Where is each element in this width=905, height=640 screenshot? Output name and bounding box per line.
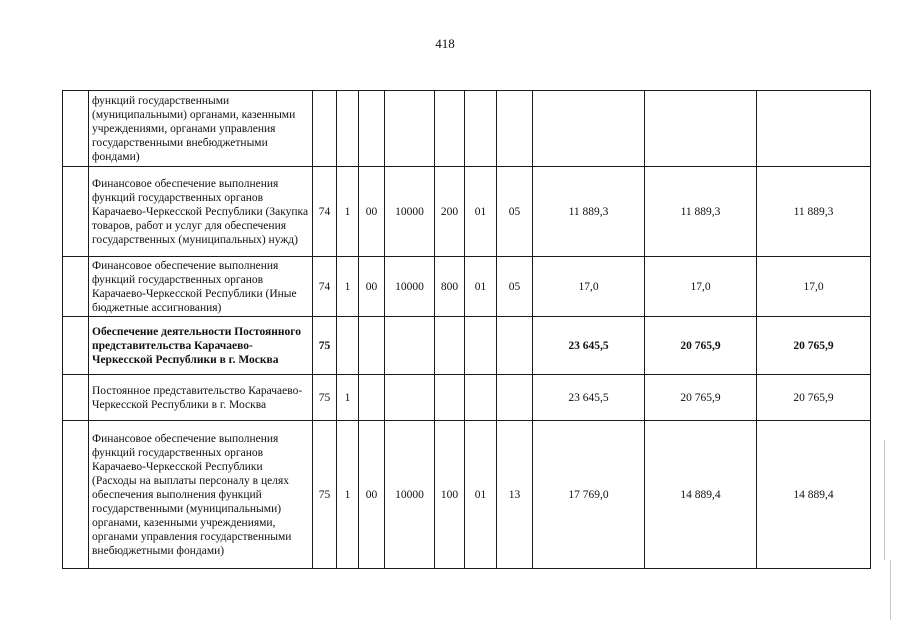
amount-year-1: 23 645,5	[533, 317, 645, 375]
amount-year-2: 14 889,4	[645, 421, 757, 569]
code-subprogram: 00	[359, 257, 385, 317]
code-gr: 75	[313, 421, 337, 569]
table-row	[63, 375, 871, 421]
row-name: Финансовое обеспечение выполнения функций государственных органов Карачаево-Черкесской Республики (Расходы на выплаты персоналу в целях обеспечения выполнения функций государственными (муниципальными) органами, казенными учреждениями, органами управления государственными внебюджетными фондами)	[89, 421, 313, 569]
code-direction: 10000	[385, 167, 435, 257]
code-direction	[385, 317, 435, 375]
amount-year-3: 14 889,4	[757, 421, 871, 569]
row-name: Финансовое обеспечение выполнения функций государственных органов Карачаево-Черкесской Республики (Закупка товаров, работ и услуг для обеспечения государственных (муниципальных) нужд)	[89, 167, 313, 257]
code-expense-type	[435, 375, 465, 421]
amount-year-3: 20 765,9	[757, 317, 871, 375]
table-row	[63, 317, 871, 375]
code-subprogram	[359, 317, 385, 375]
code-gr: 74	[313, 257, 337, 317]
amount-year-2: 20 765,9	[645, 375, 757, 421]
code-program	[337, 317, 359, 375]
amount-year-3	[757, 91, 871, 167]
table-row	[63, 257, 871, 317]
amount-year-1: 17 769,0	[533, 421, 645, 569]
code-subprogram: 00	[359, 421, 385, 569]
table-row	[63, 91, 871, 167]
code-subsection: 05	[497, 257, 533, 317]
code-section: 01	[465, 167, 497, 257]
scan-artifact	[884, 440, 885, 560]
code-direction	[385, 375, 435, 421]
code-section	[465, 317, 497, 375]
row-name: функций государственными (муниципальными) органами, казенными учреждениями, органами управления государственными внебюджетными фондами)	[89, 91, 313, 167]
budget-table	[62, 90, 871, 569]
code-program: 1	[337, 421, 359, 569]
code-section: 01	[465, 257, 497, 317]
code-subsection	[497, 375, 533, 421]
code-subsection: 13	[497, 421, 533, 569]
code-gr: 75	[313, 317, 337, 375]
code-subsection	[497, 91, 533, 167]
code-subprogram	[359, 375, 385, 421]
row-name: Обеспечение деятельности Постоянного представительства Карачаево-Черкесской Республики в г. Москва	[89, 317, 313, 375]
row-name: Финансовое обеспечение выполнения функций государственных органов Карачаево-Черкесской Республики (Иные бюджетные ассигнования)	[89, 257, 313, 317]
table-row	[63, 167, 871, 257]
code-section	[465, 91, 497, 167]
amount-year-2: 20 765,9	[645, 317, 757, 375]
code-expense-type	[435, 91, 465, 167]
row-name: Постоянное представительство Карачаево-Черкесской Республики в г. Москва	[89, 375, 313, 421]
code-program: 1	[337, 167, 359, 257]
code-direction	[385, 91, 435, 167]
amount-year-3: 20 765,9	[757, 375, 871, 421]
code-program: 1	[337, 257, 359, 317]
page-number: 418	[435, 36, 455, 51]
code-expense-type: 100	[435, 421, 465, 569]
amount-year-2: 17,0	[645, 257, 757, 317]
amount-year-3: 11 889,3	[757, 167, 871, 257]
table-row	[63, 421, 871, 569]
scan-artifact	[890, 560, 891, 620]
code-direction: 10000	[385, 257, 435, 317]
amount-year-2: 11 889,3	[645, 167, 757, 257]
code-section: 01	[465, 421, 497, 569]
code-program	[337, 91, 359, 167]
amount-year-1: 11 889,3	[533, 167, 645, 257]
code-subprogram	[359, 91, 385, 167]
amount-year-1: 17,0	[533, 257, 645, 317]
amount-year-3: 17,0	[757, 257, 871, 317]
code-gr: 75	[313, 375, 337, 421]
code-gr	[313, 91, 337, 167]
code-program: 1	[337, 375, 359, 421]
amount-year-1: 23 645,5	[533, 375, 645, 421]
code-expense-type: 800	[435, 257, 465, 317]
code-gr: 74	[313, 167, 337, 257]
code-subsection	[497, 317, 533, 375]
code-subprogram: 00	[359, 167, 385, 257]
amount-year-1	[533, 91, 645, 167]
code-expense-type: 200	[435, 167, 465, 257]
code-expense-type	[435, 317, 465, 375]
code-direction: 10000	[385, 421, 435, 569]
code-section	[465, 375, 497, 421]
code-subsection: 05	[497, 167, 533, 257]
amount-year-2	[645, 91, 757, 167]
